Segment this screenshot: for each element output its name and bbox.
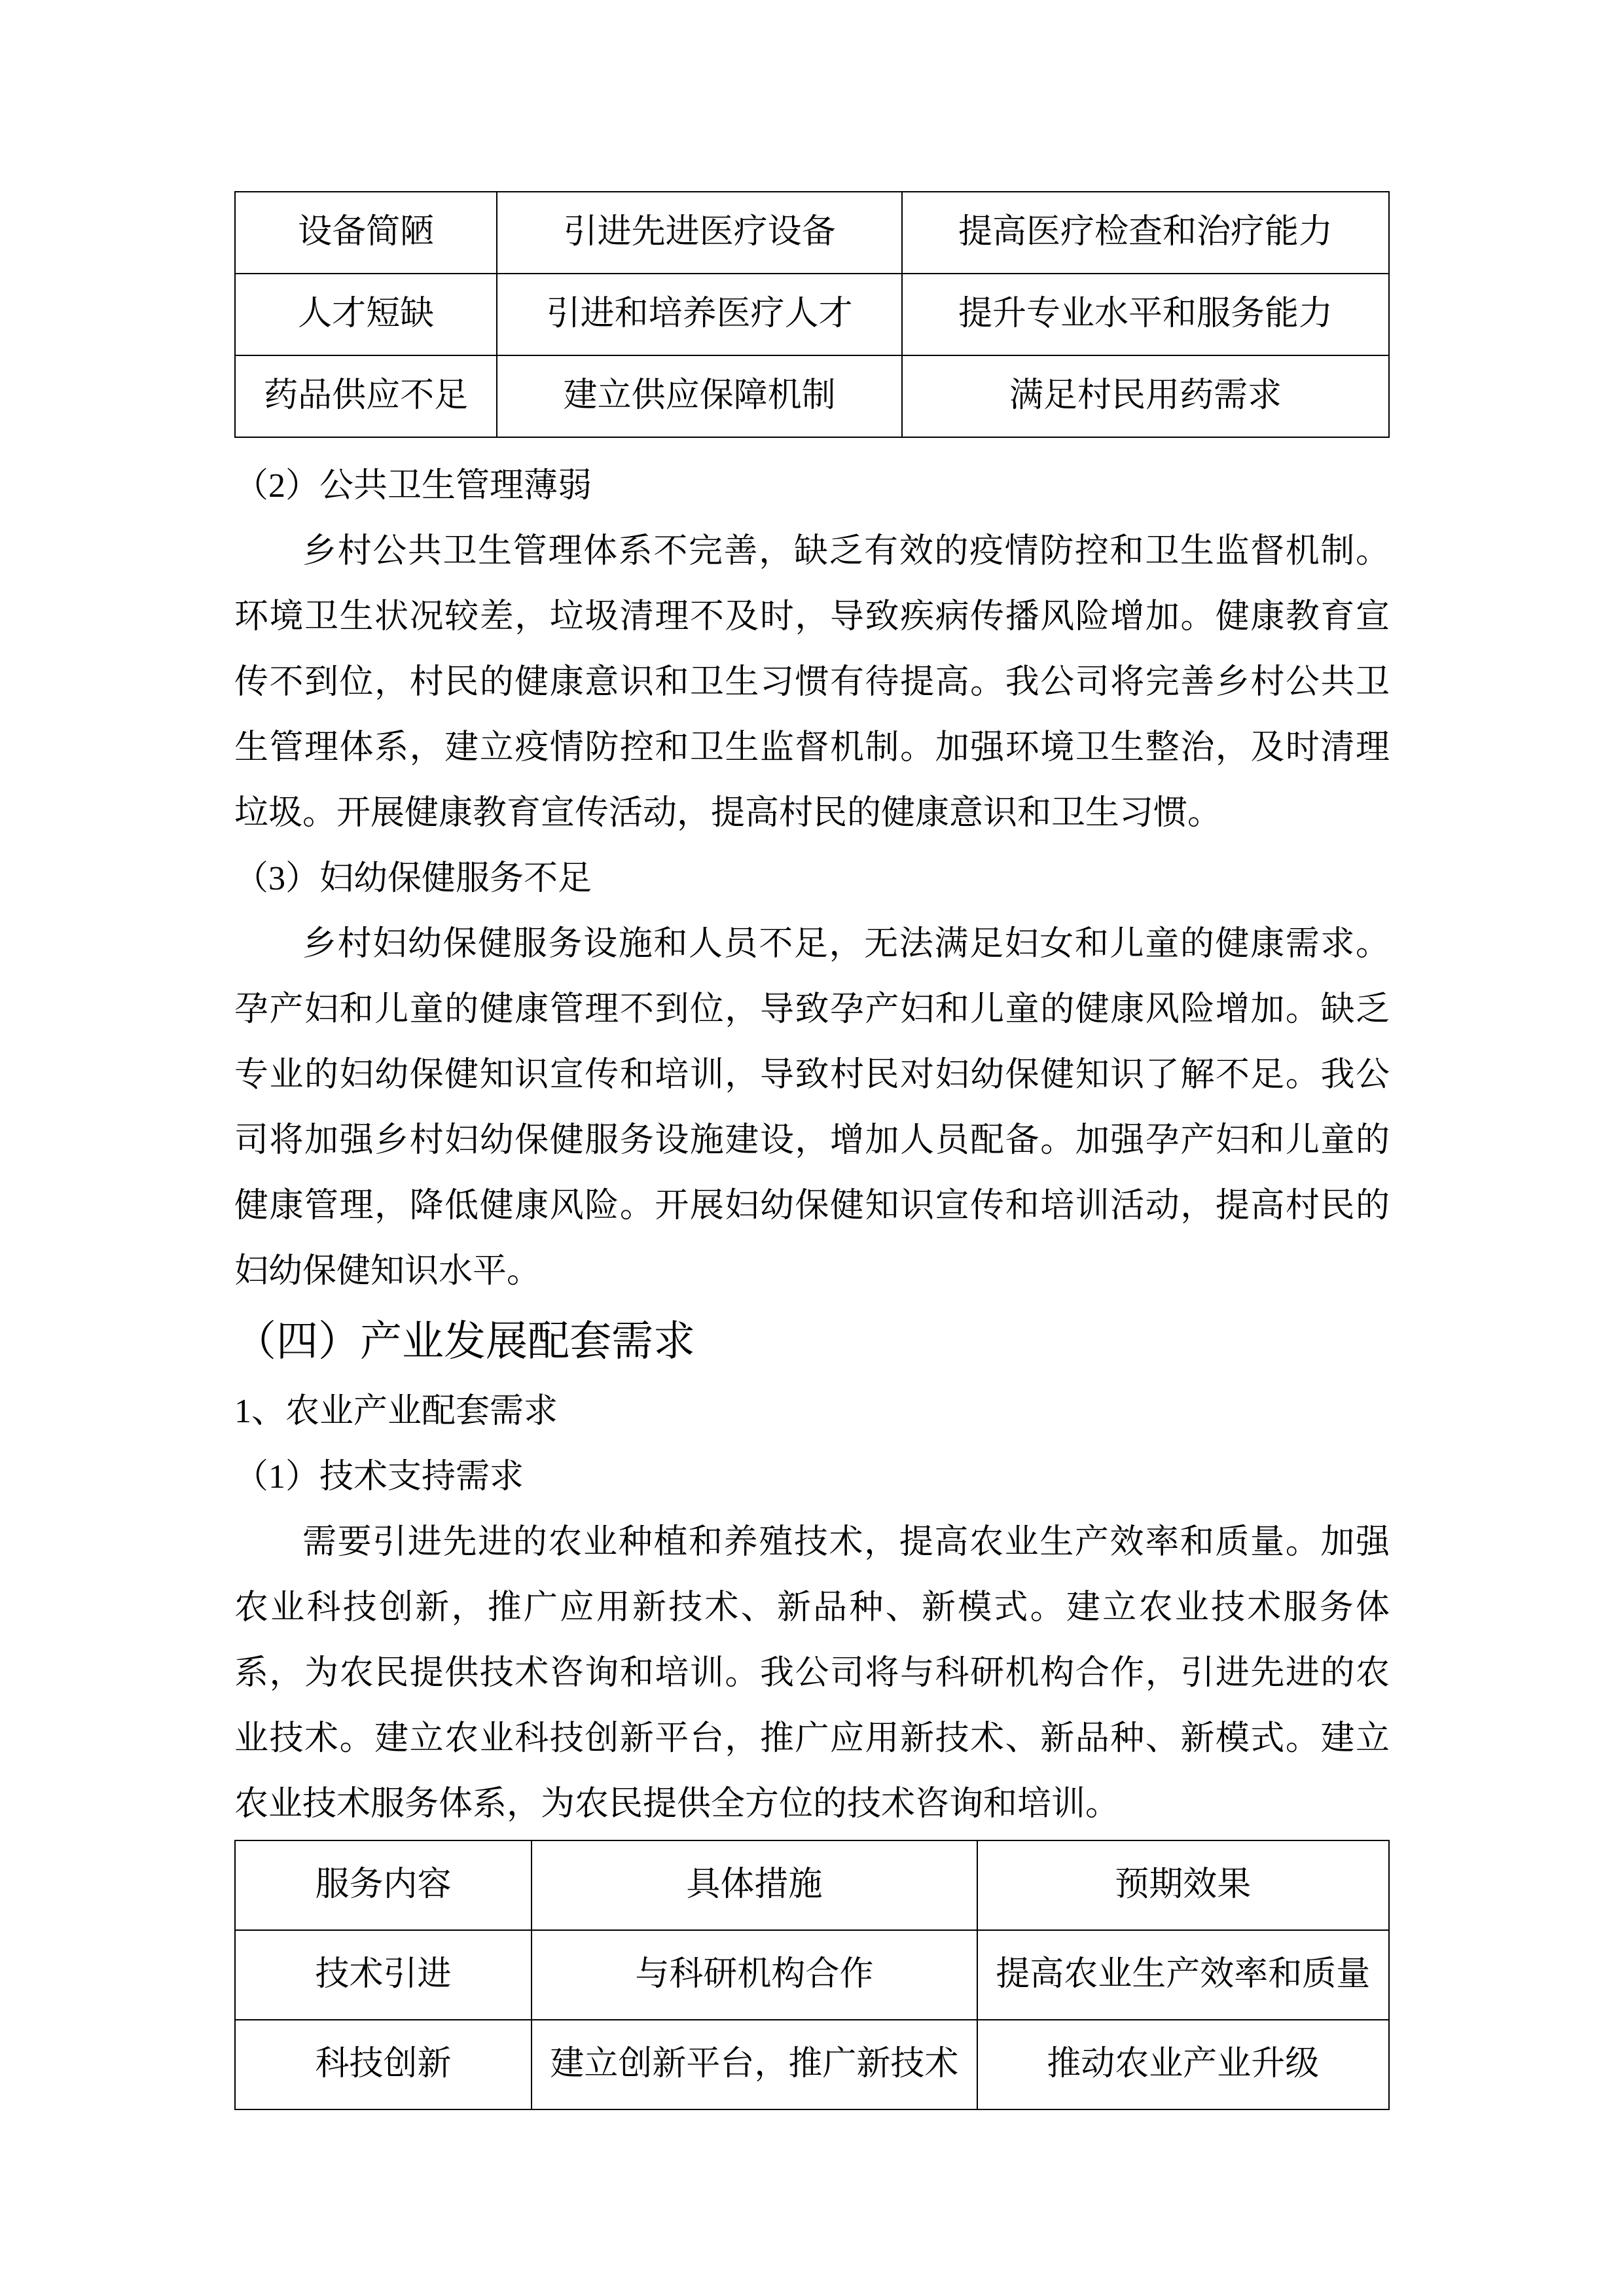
heading-tech-support: （1）技术支持需求 xyxy=(234,1458,524,1496)
medical-issues-table xyxy=(234,191,1390,438)
table-cell: 技术引进 xyxy=(235,1930,532,2020)
table-cell: 满足村民用药需求 xyxy=(902,355,1389,437)
table-cell: 引进先进医疗设备 xyxy=(497,192,902,274)
table-row xyxy=(235,274,1389,355)
table-row xyxy=(235,1930,1389,2020)
table-row xyxy=(235,355,1389,437)
table-cell: 建立创新平台，推广新技术 xyxy=(532,2020,977,2109)
table-row xyxy=(235,2020,1389,2109)
table-header-cell: 服务内容 xyxy=(235,1840,532,1930)
table-cell: 提升专业水平和服务能力 xyxy=(902,274,1389,355)
table-cell: 设备简陋 xyxy=(235,192,497,274)
heading-industry-development: （四）产业发展配套需求 xyxy=(234,1318,695,1365)
table-cell: 科技创新 xyxy=(235,2020,532,2109)
table-cell: 提高农业生产效率和质量 xyxy=(977,1930,1389,2020)
heading-maternal-care: （3）妇幼保健服务不足 xyxy=(234,860,592,897)
table-header-cell: 具体措施 xyxy=(532,1840,977,1930)
paragraph-maternal-care: 乡村妇幼保健服务设施和人员不足，无法满足妇女和儿童的健康需求。孕产妇和儿童的健康管理不到位，导致孕产妇和儿童的健康风险增加。缺乏专业的妇幼保健知识宣传和培训，导致村民对妇幼保健知识了解不足。我公司将加强乡村妇幼保健服务设施建设，增加人员配备。加强孕产妇和儿童的健康管理，降低健康风险。开展妇幼保健知识宣传和培训活动，提高村民的妇幼保健知识水平。 xyxy=(234,925,1390,1290)
paragraph-tech-support: 需要引进先进的农业种植和养殖技术，提高农业生产效率和质量。加强农业科技创新，推广应用新技术、新品种、新模式。建立农业技术服务体系，为农民提供技术咨询和培训。我公司将与科研机构合作，引进先进的农业技术。建立农业科技创新平台，推广应用新技术、新品种、新模式。建立农业技术服务体系，为农民提供全方位的技术咨询和培训。 xyxy=(234,1524,1390,1823)
table-cell: 推动农业产业升级 xyxy=(977,2020,1389,2109)
paragraph-public-health: 乡村公共卫生管理体系不完善，缺乏有效的疫情防控和卫生监督机制。环境卫生状况较差，垃圾清理不及时，导致疾病传播风险增加。健康教育宣传不到位，村民的健康意识和卫生习惯有待提高。我公司将完善乡村公共卫生管理体系，建立疫情防控和卫生监督机制。加强环境卫生整治，及时清理垃圾。开展健康教育宣传活动，提高村民的健康意识和卫生习惯。 xyxy=(234,533,1390,832)
table-cell: 与科研机构合作 xyxy=(532,1930,977,2020)
table-cell: 建立供应保障机制 xyxy=(497,355,902,437)
table-cell: 提高医疗检查和治疗能力 xyxy=(902,192,1389,274)
table-cell: 药品供应不足 xyxy=(235,355,497,437)
heading-public-health: （2）公共卫生管理薄弱 xyxy=(234,467,592,505)
table-header-cell: 预期效果 xyxy=(977,1840,1389,1930)
table-cell: 引进和培养医疗人才 xyxy=(497,274,902,355)
service-measures-table xyxy=(234,1840,1390,2110)
table-cell: 人才短缺 xyxy=(235,274,497,355)
table-header-row xyxy=(235,1840,1389,1930)
table-row xyxy=(235,192,1389,274)
heading-agriculture-support: 1、农业产业配套需求 xyxy=(234,1393,558,1430)
